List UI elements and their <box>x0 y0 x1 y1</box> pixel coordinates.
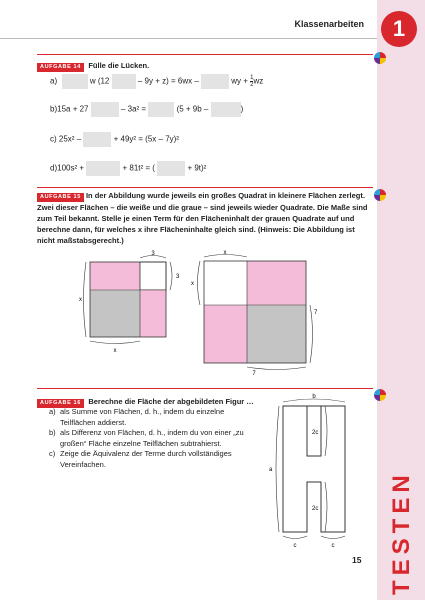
subtask-item: c) Zeige die Äquivalenz der Terme durch vollständiges Vereinfachen. <box>49 449 232 469</box>
blank-field[interactable] <box>112 74 136 89</box>
task15-rule <box>37 187 373 188</box>
dim-label: x <box>191 281 194 287</box>
dim-label: a <box>269 467 273 473</box>
page-number: 15 <box>352 555 362 565</box>
section-label-vertical <box>384 430 418 600</box>
swirl-icon <box>373 188 387 202</box>
task16-subtasks <box>49 407 259 470</box>
section-label: TESTEN <box>388 470 415 595</box>
h-outline <box>283 406 345 532</box>
dim-label: 7 <box>252 371 256 377</box>
pink-rect <box>204 305 247 363</box>
task14-line-a: a) w (12 – 9y + z) = 6wx – wy + $\frac{1}{2}$ wz <box>50 75 264 88</box>
white-square <box>204 261 247 305</box>
blank-field[interactable] <box>148 102 174 117</box>
task-tag: AUFGABE 14 <box>37 63 84 72</box>
dim-label: x <box>113 348 117 354</box>
blank-field[interactable] <box>91 102 119 117</box>
squares-figure-left <box>78 250 188 355</box>
dim-label: 3 <box>176 274 180 280</box>
task16-rule <box>37 388 373 389</box>
fraction: $\frac{1}{2}$ <box>250 75 254 88</box>
blank-field[interactable] <box>157 161 185 176</box>
subtask-item: b) als Differenz von Flächen, d. h., indem du von einer „zu großen“ Fläche einzelne Teilflächen subtrahierst. <box>49 428 244 448</box>
dim-label: c <box>331 543 335 549</box>
dim-label: 2c <box>312 506 319 512</box>
chapter-badge: 1 <box>381 11 417 47</box>
dim-label: 7 <box>314 310 318 316</box>
blank-field[interactable] <box>62 74 88 89</box>
header-rule <box>0 38 377 39</box>
task-tag: AUFGABE 15 <box>37 193 84 202</box>
swirl-icon <box>373 51 387 65</box>
task15-text: In der Abbildung wurde jeweils ein großes Quadrat in kleinere Flächen zerlegt. Zwei dieser Flächen – die weiße und die graue – sind jeweils wieder Quadrate. Die Maße sind zum Teil bekannt. Stelle je einen Term für den Flächeninhalt der grauen Quadrate auf und berechne dann, für welches x ihre Flächeninhalte gleich sind. (Hinweis: Die Abbildung ist nicht maßstabsgerecht.) <box>37 191 368 245</box>
task14-instruction: Fülle die Lücken. <box>88 61 150 70</box>
task-tag: AUFGABE 16 <box>37 399 84 408</box>
gray-square <box>247 305 306 363</box>
pink-rect <box>90 262 140 290</box>
blank-field[interactable] <box>211 102 241 117</box>
task16-instruction: Berechne die Fläche der abgebildeten Figur … <box>88 397 254 406</box>
page-header-title: Klassenarbeiten <box>294 19 364 29</box>
task14-line-c: c) 25x² – + 49y² = (5x – 7y)² <box>50 132 179 147</box>
task14-heading <box>37 55 149 73</box>
dim-label: x <box>79 297 82 303</box>
task14-line-b: b)15a + 27 – 3a² = (5 + 9b – ) <box>50 102 243 117</box>
dim-label: 3 <box>151 251 155 257</box>
gray-square <box>90 290 140 337</box>
white-square <box>140 262 166 290</box>
squares-figure-right <box>190 247 330 377</box>
blank-field[interactable] <box>86 161 120 176</box>
subtask-item: a) als Summe von Flächen, d. h., indem du einzelne Teilflächen addierst. <box>49 407 225 427</box>
dim-label: b <box>312 394 316 400</box>
dim-label: c <box>293 543 297 549</box>
blank-field[interactable] <box>201 74 229 89</box>
pink-rect <box>140 290 166 337</box>
dim-label: x <box>223 250 227 256</box>
task14-line-d: d)100s² + + 81t² = ( + 9t)² <box>50 161 206 176</box>
task15-text-block <box>37 190 370 246</box>
pink-rect <box>247 261 306 305</box>
swirl-icon <box>373 388 387 402</box>
blank-field[interactable] <box>83 132 111 147</box>
dim-label: 2c <box>312 430 319 436</box>
h-shape-figure <box>265 392 363 552</box>
